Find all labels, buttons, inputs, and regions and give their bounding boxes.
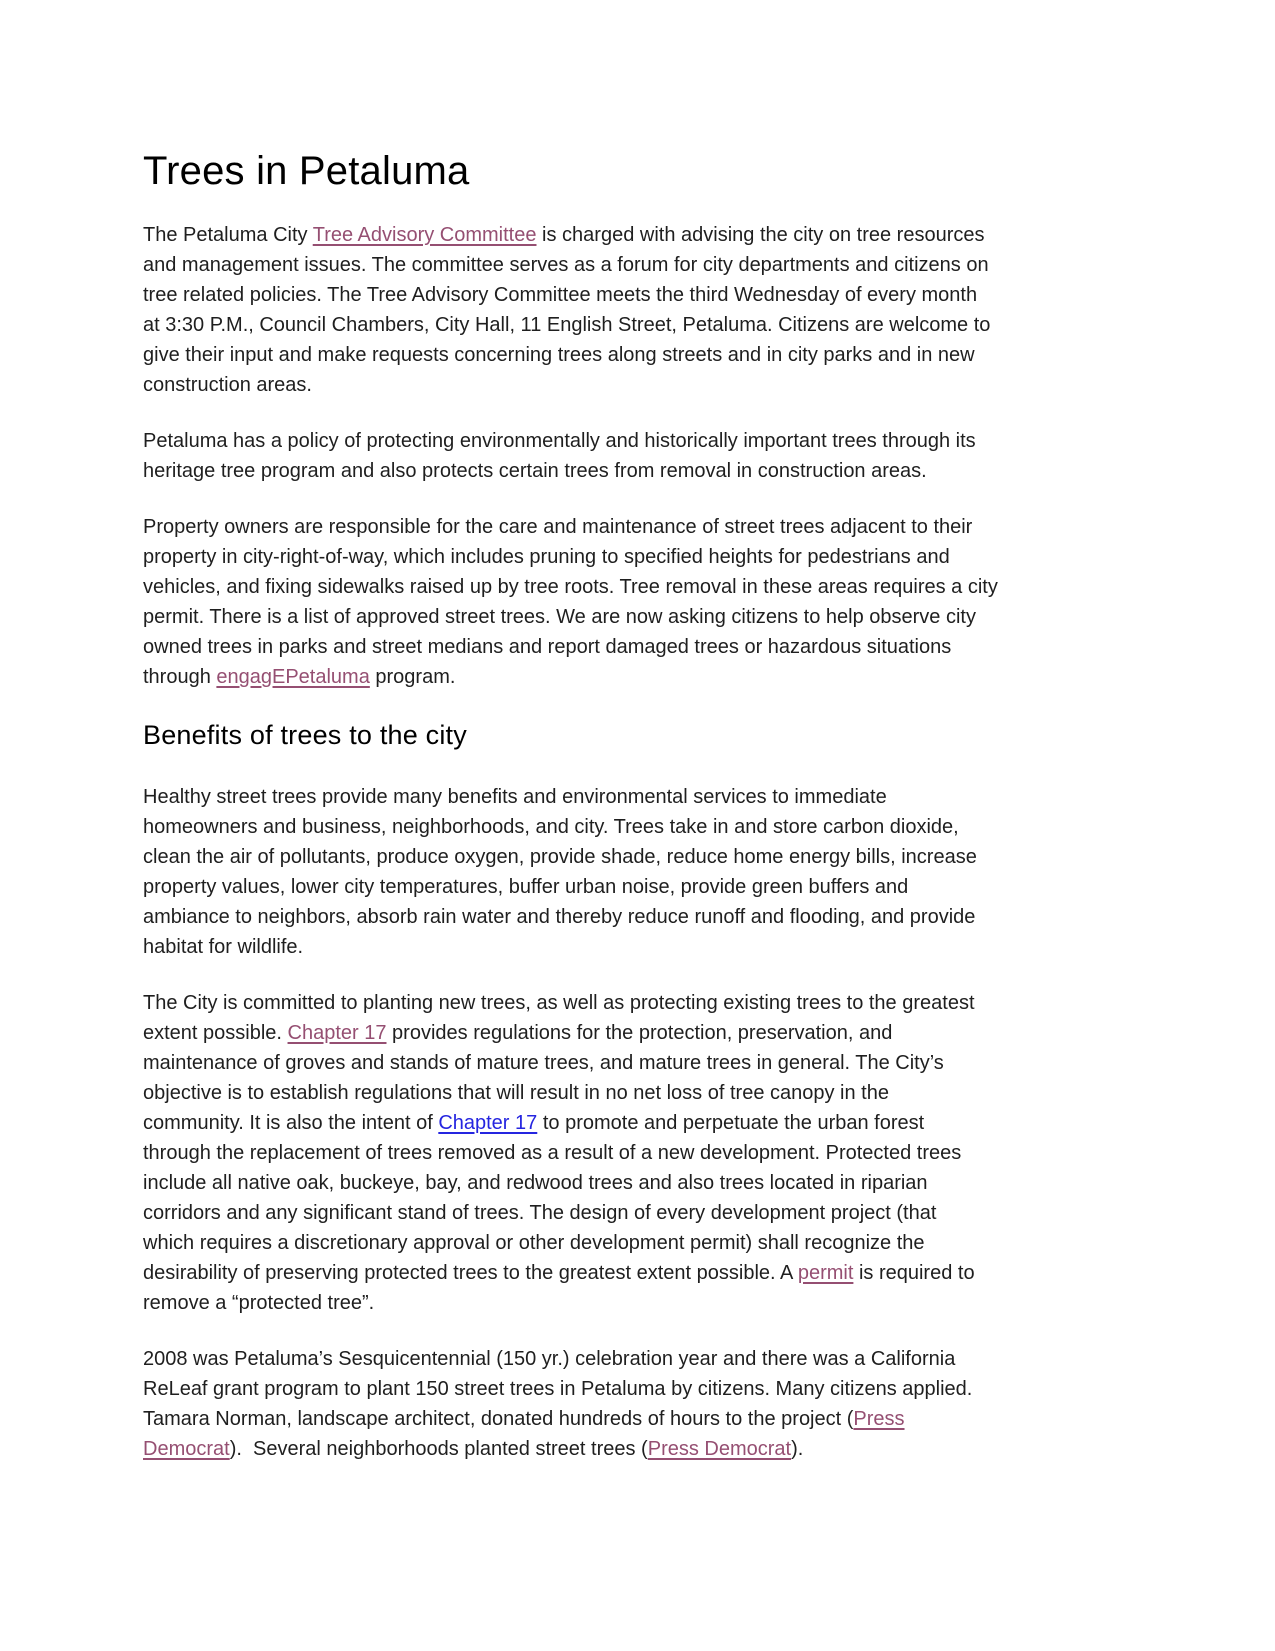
text-line <box>143 602 1145 632</box>
text-run: remove a “protected tree”. <box>143 1292 375 1314</box>
text-line <box>143 542 1145 572</box>
text-run: habitat for wildlife. <box>143 936 304 958</box>
text-line <box>143 1258 1145 1288</box>
text-run: corridors and any significant stand of trees. The design of every development project (that <box>143 1202 937 1224</box>
text-line <box>143 1344 1145 1374</box>
text-line <box>143 1228 1145 1258</box>
text-run: clean the air of pollutants, produce oxygen, provide shade, reduce home energy bills, increase <box>143 846 977 868</box>
text-line <box>143 310 1145 340</box>
intro-paragraph <box>143 220 1145 400</box>
text-line <box>143 1374 1145 1404</box>
text-run: homeowners and business, neighborhoods, and city. Trees take in and store carbon dioxide, <box>143 816 959 838</box>
text-run: to promote and perpetuate the urban forest <box>537 1112 925 1134</box>
text-run: community. It is also the intent of <box>143 1112 439 1134</box>
benefits-paragraph <box>143 782 1145 962</box>
text-line <box>143 340 1145 370</box>
text-run: heritage tree program and also protects certain trees from removal in construction areas. <box>143 460 927 482</box>
text-line <box>143 872 1145 902</box>
text-line <box>143 1404 1145 1434</box>
text-run: give their input and make requests concerning trees along streets and in city parks and in new <box>143 344 975 366</box>
engagepetaluma-link[interactable]: engagEPetaluma <box>216 666 370 688</box>
text-run: permit. There is a list of approved street trees. We are now asking citizens to help observe city <box>143 606 976 628</box>
text-line <box>143 512 1145 542</box>
text-line <box>143 1138 1145 1168</box>
text-run: at 3:30 P.M., Council Chambers, City Hall, 11 English Street, Petaluma. Citizens are welcome to <box>143 314 991 336</box>
text-line <box>143 1078 1145 1108</box>
page-title: Trees in Petaluma <box>143 149 470 193</box>
sesquicentennial-paragraph <box>143 1344 1145 1464</box>
text-run: ). Several neighborhoods planted street trees ( <box>229 1438 648 1460</box>
text-run: The City is committed to planting new trees, as well as protecting existing trees to the greatest <box>143 992 975 1014</box>
text-run: The Petaluma City <box>143 224 313 246</box>
text-run: provides regulations for the protection, preservation, and <box>386 1022 893 1044</box>
press-democrat-link-1-part-2[interactable]: Democrat <box>143 1438 230 1460</box>
text-run: include all native oak, buckeye, bay, and redwood trees and also trees located in riparian <box>143 1172 928 1194</box>
city-commitment-paragraph <box>143 988 1145 1318</box>
text-line <box>143 1168 1145 1198</box>
text-run: and management issues. The committee serves as a forum for city departments and citizens on <box>143 254 989 276</box>
text-line <box>143 902 1145 932</box>
benefits-heading: Benefits of trees to the city <box>143 720 467 750</box>
text-line <box>143 1108 1145 1138</box>
text-line <box>143 1288 1145 1318</box>
text-run: is charged with advising the city on tree resources <box>536 224 985 246</box>
text-line <box>143 220 1145 250</box>
text-run: ambiance to neighbors, absorb rain water and thereby reduce runoff and flooding, and provide <box>143 906 976 928</box>
text-run: through <box>143 666 217 688</box>
text-run: Petaluma has a policy of protecting environmentally and historically important trees through its <box>143 430 976 452</box>
text-run: construction areas. <box>143 374 312 396</box>
text-run: 2008 was Petaluma’s Sesquicentennial (150 yr.) celebration year and there was a California <box>143 1348 956 1370</box>
text-line <box>143 842 1145 872</box>
text-run: is required to <box>853 1262 975 1284</box>
chapter-17-link-first[interactable]: Chapter 17 <box>287 1022 387 1044</box>
text-run: ReLeaf grant program to plant 150 street trees in Petaluma by citizens. Many citizens applied. <box>143 1378 973 1400</box>
text-run: objective is to establish regulations that will result in no net loss of tree canopy in the <box>143 1082 889 1104</box>
text-line <box>143 280 1145 310</box>
text-run: vehicles, and fixing sidewalks raised up by tree roots. Tree removal in these areas requires a city <box>143 576 998 598</box>
text-line <box>143 572 1145 602</box>
text-line <box>143 1018 1145 1048</box>
chapter-17-link-second[interactable]: Chapter 17 <box>438 1112 538 1134</box>
text-line <box>143 1434 1145 1464</box>
text-run: desirability of preserving protected trees to the greatest extent possible. A <box>143 1262 798 1284</box>
document-content <box>143 148 1145 1464</box>
text-run: Tamara Norman, landscape architect, donated hundreds of hours to the project ( <box>143 1408 854 1430</box>
text-line <box>143 632 1145 662</box>
property-owners-paragraph <box>143 512 1145 692</box>
text-run: maintenance of groves and stands of mature trees, and mature trees in general. The City’s <box>143 1052 944 1074</box>
policy-paragraph <box>143 426 1145 486</box>
text-run: extent possible. <box>143 1022 288 1044</box>
text-line <box>143 932 1145 962</box>
permit-link[interactable]: permit <box>797 1262 854 1284</box>
text-line <box>143 250 1145 280</box>
tree-advisory-committee-link[interactable]: Tree Advisory Committee <box>312 224 537 246</box>
text-run: ). <box>791 1438 804 1460</box>
text-line <box>143 1198 1145 1228</box>
text-run: Property owners are responsible for the care and maintenance of street trees adjacent to their <box>143 516 973 538</box>
text-run: program. <box>369 666 456 688</box>
text-line <box>143 426 1145 456</box>
text-line <box>143 1048 1145 1078</box>
press-democrat-link-2[interactable]: Press Democrat <box>647 1438 792 1460</box>
text-run: through the replacement of trees removed as a result of a new development. Protected trees <box>143 1142 962 1164</box>
text-line <box>143 370 1145 400</box>
text-run: property values, lower city temperatures, buffer urban noise, provide green buffers and <box>143 876 909 898</box>
text-run: Healthy street trees provide many benefits and environmental services to immediate <box>143 786 887 808</box>
text-line <box>143 456 1145 486</box>
text-line <box>143 988 1145 1018</box>
press-democrat-link-1-part-1[interactable]: Press <box>853 1408 905 1430</box>
text-run: owned trees in parks and street medians and report damaged trees or hazardous situations <box>143 636 952 658</box>
text-run: tree related policies. The Tree Advisory Committee meets the third Wednesday of every month <box>143 284 978 306</box>
text-line <box>143 662 1145 692</box>
text-line <box>143 782 1145 812</box>
text-run: which requires a discretionary approval or other development permit) shall recognize the <box>143 1232 925 1254</box>
text-run: property in city-right-of-way, which includes pruning to specified heights for pedestrians and <box>143 546 950 568</box>
text-line <box>143 812 1145 842</box>
